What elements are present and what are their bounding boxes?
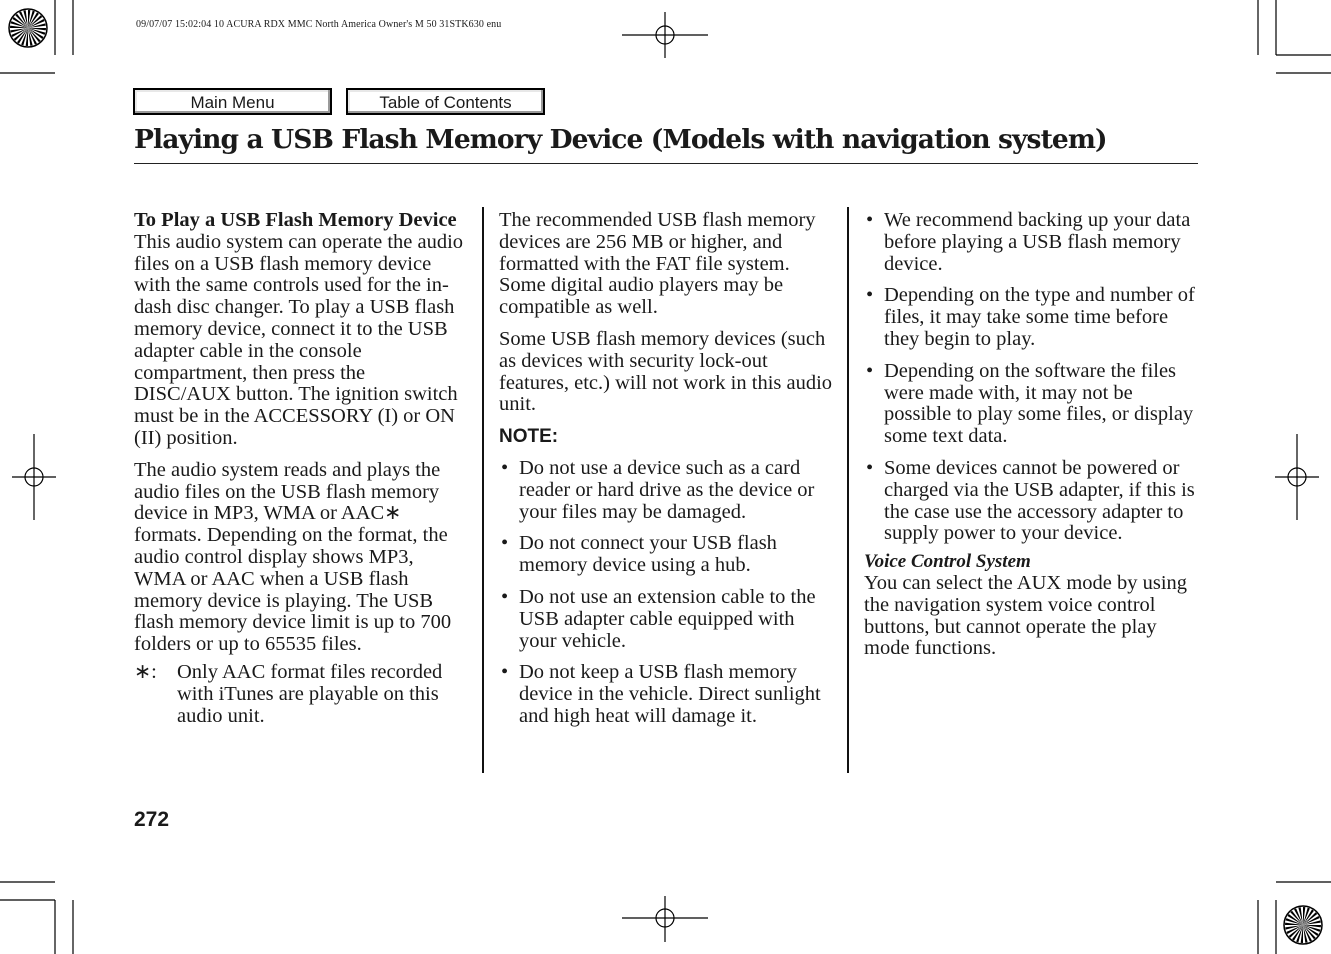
body-paragraph: You can select the AUX mode by using the navigation system voice control buttons, but cannot operate the play mode functions. [864,571,1188,660]
page-title: Playing a USB Flash Memory Device (Models with navigation system) [134,124,1107,155]
title-divider [134,163,1198,164]
body-paragraph: Some USB flash memory devices (such as devices with security lock-out features, etc.) will not work in this audio unit. [499,327,833,416]
footnote [134,662,466,727]
note-heading: NOTE: [499,426,559,448]
note-list [499,458,837,728]
list-item: • Do not connect your USB flash memory device using a hub. [499,533,837,577]
column-divider-1 [482,207,484,773]
list-item: • Depending on the type and number of files, it may take some time before they begin to play. [864,285,1198,350]
list-item: • Do not use a device such as a card reader or hard drive as the device or your files may be damaged. [499,458,837,523]
print-meta: 09/07/07 15:02:04 10 ACURA RDX MMC North America Owner's M 50 31STK630 enu [136,19,502,30]
page-number: 272 [134,808,170,831]
list-item: • Some devices cannot be powered or charged via the USB adapter, if this is the case use the accessory adapter to supply power to your device. [864,458,1198,545]
column-1 [134,210,466,727]
list-item: • Do not use an extension cable to the USB adapter cable equipped with your vehicle. [499,587,837,652]
column-2 [499,210,837,738]
list-item: • We recommend backing up your data before playing a USB flash memory device. [864,210,1198,275]
footnote-mark: ∗: [134,660,157,683]
table-of-contents-button[interactable]: Table of Contents [346,88,545,115]
tips-list [864,210,1198,545]
voice-control-heading: Voice Control System [864,551,1031,573]
body-paragraph: This audio system can operate the audio files on a USB flash memory device with the same controls used for the in-dash disc changer. To play a USB flash memory device, connect it to the USB adapter cable in the console compartment, then press the DISC/AUX button. The ignition switch must be in the ACCESSORY (I) or ON (II) position. [134,230,464,449]
list-item: • Do not keep a USB flash memory device in the vehicle. Direct sunlight and high heat will damage it. [499,662,837,727]
footnote-text: Only AAC format files recorded with iTunes are playable on this audio unit. [177,660,443,727]
column-3 [864,210,1198,670]
body-paragraph: The recommended USB flash memory devices are 256 MB or higher, and formatted with the FAT file system. Some digital audio players may be compatible as well. [499,209,816,319]
body-paragraph: The audio system reads and plays the audio files on the USB flash memory device in MP3, WMA or AAC∗ formats. Depending on the format, the audio control display shows MP3, WMA or AAC when a USB flash memory device is playing. The USB flash memory device limit is up to 700 folders or up to 65535 files. [134,458,452,656]
section-heading: To Play a USB Flash Memory Device [134,209,457,231]
main-menu-button[interactable]: Main Menu [133,88,332,115]
list-item: • Depending on the software the files were made with, it may not be possible to play some files, or display some text data. [864,361,1198,448]
column-divider-2 [847,207,849,773]
